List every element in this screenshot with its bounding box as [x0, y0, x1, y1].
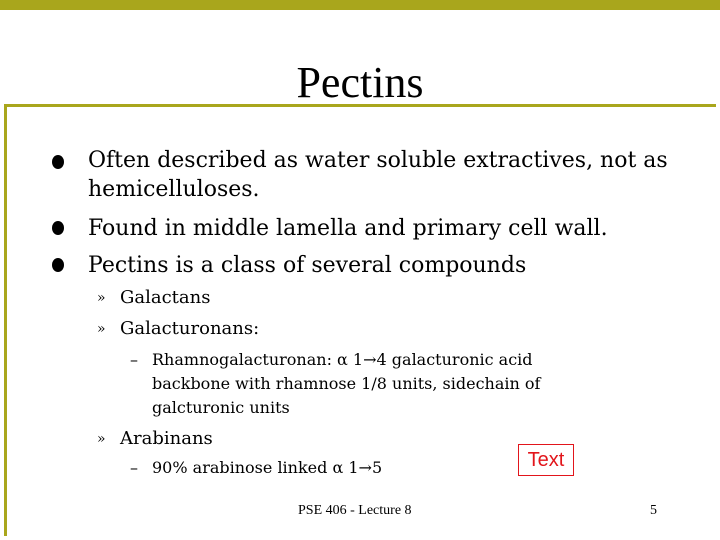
detail-line: galcturonic units	[152, 398, 290, 417]
bullet-dot-icon	[52, 221, 64, 235]
detail-line: backbone with rhamnose 1/8 units, sidechain of	[152, 374, 541, 393]
page-number: 5	[650, 503, 657, 518]
sub-bullet-arabinans: Arabinans	[120, 428, 213, 449]
sub-bullet-marker: »	[97, 290, 106, 306]
bullet-line: Found in middle lamella and primary cell wall.	[88, 216, 608, 241]
bullet-line: hemicelluloses.	[88, 177, 260, 202]
sub-bullet-galacturonans: Galacturonans:	[120, 318, 260, 339]
dash-marker: –	[130, 350, 138, 369]
dash-marker: –	[130, 458, 138, 477]
bullet-line: Often described as water soluble extractives, not as	[88, 148, 668, 173]
bullet-line: Pectins is a class of several compounds	[88, 253, 527, 278]
footer-text: PSE 406 - Lecture 8	[298, 503, 412, 518]
text-box[interactable]: Text	[518, 444, 574, 476]
bullet-dot-icon	[52, 155, 64, 169]
detail-line: Rhamnogalacturonan: α 1→4 galacturonic acid	[152, 350, 533, 369]
left-rule	[4, 104, 7, 536]
slide-title: Pectins	[296, 58, 424, 107]
sub-bullet-marker: »	[97, 321, 106, 337]
sub-bullet-galactans: Galactans	[120, 287, 211, 308]
bullet-dot-icon	[52, 258, 64, 272]
top-accent-bar	[0, 0, 720, 10]
arabinan-detail: 90% arabinose linked α 1→5	[152, 458, 383, 477]
sub-bullet-marker: »	[97, 431, 106, 447]
